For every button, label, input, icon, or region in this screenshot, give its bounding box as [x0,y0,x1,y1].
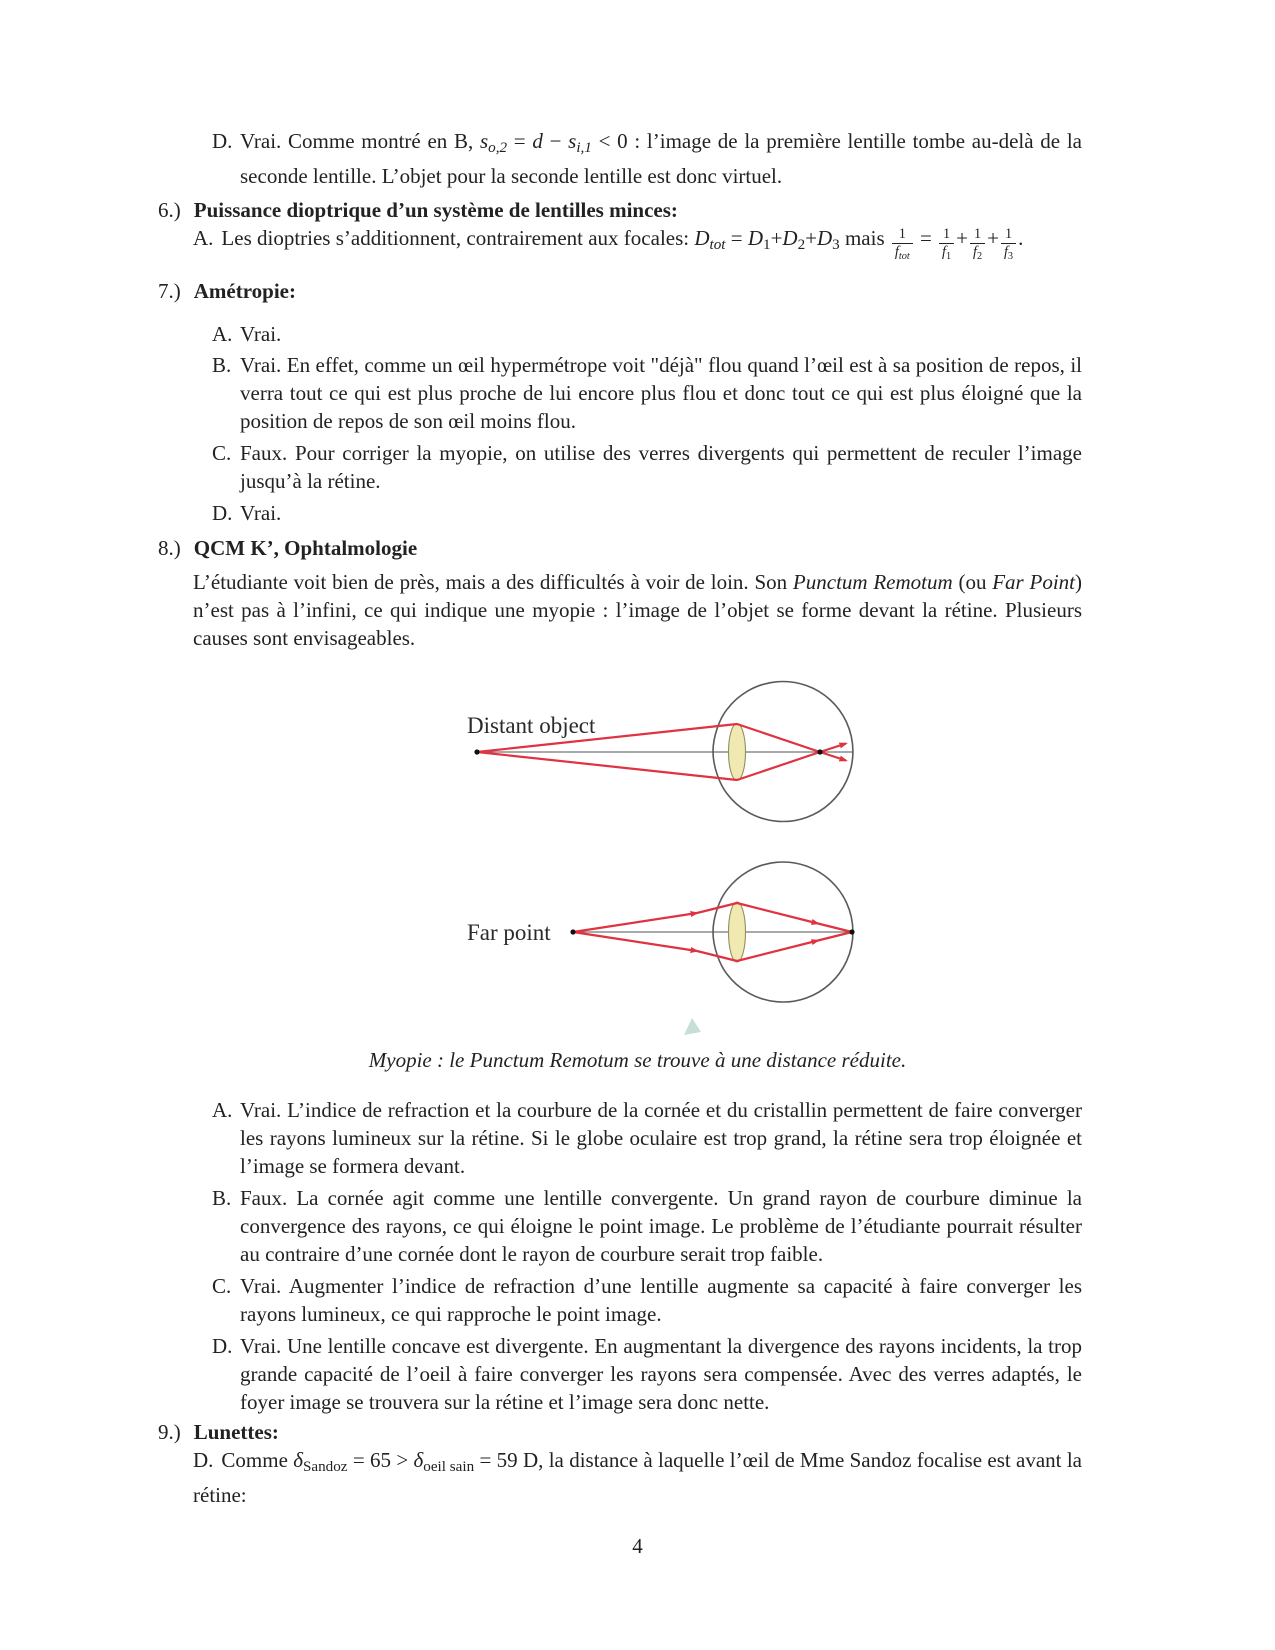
section-number: 6.) [158,198,181,222]
item-label: D. [212,129,233,153]
item-text: Vrai. [240,322,282,346]
item-label: D. [193,1448,214,1472]
item-label: D. [212,1334,233,1358]
item-label: C. [212,441,232,465]
list-item [212,1096,1082,1180]
section-number: 9.) [158,1420,181,1444]
item-text: Vrai. Une lentille concave est divergente. En augmentant la divergence des rayons incidents, la trop grande capacité de l’oeil à faire converger les rayons sera compensée. Avec des verres adaptés, le foyer image se trouvera sur la rétine et l’image sera donc nette. [240,1334,1082,1414]
myopia-figure [430,655,900,1045]
section-title: Puissance dioptrique d’un système de lentilles minces: [193,198,678,222]
item-text: Les dioptries s’additionnent, contrairement aux focales: $D_{tot} = D_1+D_2+D_3$ mais $\frac{1}{f_{tot}}$ = $\frac{1}{f_1}$ + $\frac{1}{f_2}$ + $\frac{1}{f_3}$ . [221,226,1024,262]
focal-point [817,749,822,754]
list-item [212,1272,1082,1328]
item-text: Vrai. En effet, comme un œil hypermétrope voit "déjà" flou quand l’œil est à sa position de repos, il verra tout ce qui est plus proche de lui encore plus flou et donc tout ce qui est plus éloigné que la position de repos de son œil moins flou. [240,353,1082,433]
item-label: A. [193,226,214,250]
figure-caption: Myopie : le Punctum Remotum se trouve à une distance réduite. [368,1048,907,1072]
lens-icon [729,902,746,962]
list-item [212,351,1082,435]
eye-diagrams-svg [430,655,900,1045]
item-text: Faux. La cornée agit comme une lentille convergente. Un grand rayon de courbure diminue la convergence des rayons, ce qui éloigne le point image. Le problème de l’étudiante pourrait résulter au contraire d’une cornée dont le rayon de courbure serait trop faible. [240,1186,1082,1266]
section-8-intro [193,568,1082,652]
list-item [212,1332,1082,1416]
section-6-heading [158,196,1082,224]
page-number: 4 [632,1534,643,1558]
section-title: QCM K’, Ophtalmologie [193,536,418,560]
distant-object-diagram [467,682,853,822]
section-8-heading [158,534,1082,562]
retina-point [849,929,854,934]
list-item [212,439,1082,495]
item-label: C. [212,1274,232,1298]
list-item [212,1184,1082,1268]
item-label: A. [212,1098,233,1122]
list-item [212,499,1082,527]
section-number: 8.) [158,536,181,560]
list-item [212,320,1082,348]
item-label: A. [212,322,233,346]
section-title: Amétropie: [193,279,296,303]
item-text: Vrai. [240,501,282,525]
item-label: D. [212,501,233,525]
section-number: 7.) [158,279,181,303]
lens-icon [729,724,746,781]
item-text: Vrai. Augmenter l’indice de refraction d’une lentille augmente sa capacité à faire converger les rayons lumineux, ce qui rapproche le point image. [240,1274,1082,1326]
item-text: Faux. Pour corriger la myopie, on utilise des verres divergents qui permettent de reculer l’image jusqu’à la rétine. [240,441,1082,493]
figure-label: Distant object [467,713,596,738]
scan-artifact [684,1018,701,1035]
item-label: B. [212,353,232,377]
far-point-diagram [467,862,855,1002]
object-point [474,749,479,754]
section-9-item-d [193,1446,1082,1509]
item-text: Comme $\delta_{Sandoz} = 65 > \delta_{oeil sain} = 59$ D, la distance à laquelle l’œil de Mme Sandoz focalise est avant la rétine: [193,1448,1082,1508]
object-point [570,929,575,934]
section-7-heading [158,277,1082,305]
item-label: B. [212,1186,232,1210]
paragraph-text: L’étudiante voit bien de près, mais a des difficultés à voir de loin. Son Punctum Remotum (ou Far Point) n’est pas à l’infini, ce qui indique une myopie : l’image de l’objet se forme devant la rétine. Plusieurs causes sont envisageables. [193,570,1083,650]
section-6-item-a [193,224,1082,263]
item-text: Vrai. Comme montré en B, $s_{o,2} = d - s_{i,1} < 0$ : l’image de la première lentille tombe au-delà de la seconde lentille. L’objet pour la seconde lentille est donc virtuel. [240,129,1082,189]
figure-label: Far point [467,920,551,945]
section-title: Lunettes: [193,1420,279,1444]
section-9-heading [158,1418,1082,1446]
item-text: Vrai. L’indice de refraction et la courbure de la cornée et du cristallin permettent de faire converger les rayons lumineux sur la rétine. Si le globe oculaire est trop grand, la rétine sera trop éloignée et l’image se formera devant. [240,1098,1082,1178]
list-item-d-previous [212,127,1082,190]
